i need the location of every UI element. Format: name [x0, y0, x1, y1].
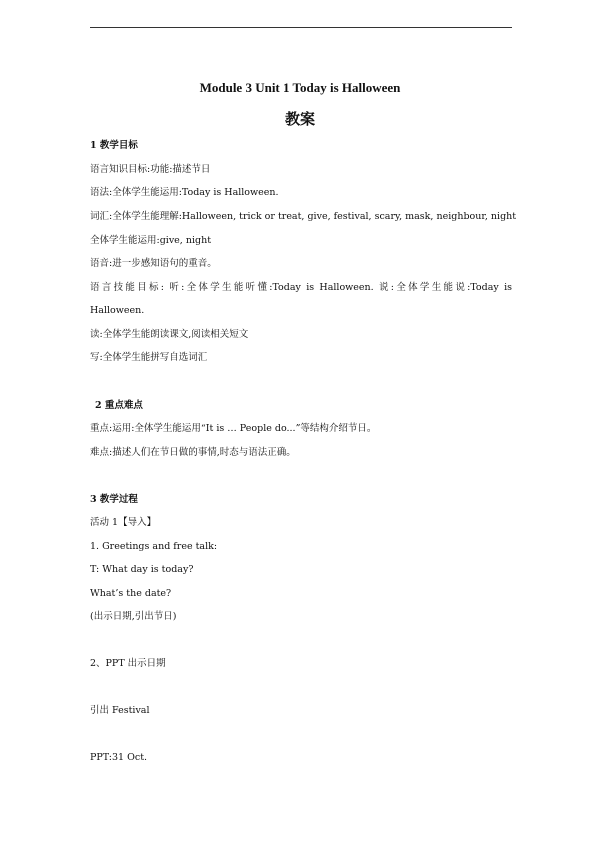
paragraph-line: 词汇:全体学生能理解:Halloween, trick or treat, give, festival, scary, mask, neighbour, night — [90, 211, 517, 222]
paragraph-line: 引出 Festival — [90, 705, 150, 716]
section-heading-key-points: 2 重点难点 — [95, 400, 143, 411]
document-title: Module 3 Unit 1 Today is Halloween — [199, 80, 401, 95]
paragraph-line: 语言知识目标:功能:描述节日 — [90, 164, 211, 175]
paragraph-line: PPT:31 Oct. — [90, 752, 148, 763]
paragraph-line: 读:全体学生能朗读课文,阅读相关短文 — [90, 329, 249, 340]
paragraph-line: 语音:进一步感知语句的重音。 — [90, 258, 217, 269]
paragraph-line: 活动 1【导入】 — [90, 517, 157, 528]
paragraph-line: 难点:描述人们在节日做的事情,时态与语法正确。 — [90, 447, 296, 458]
paragraph-line: Halloween. — [90, 305, 145, 316]
section-heading-process: 3 教学过程 — [90, 494, 138, 505]
paragraph-line: 全体学生能运用:give, night — [90, 235, 212, 246]
paragraph-line: 语法:全体学生能运用:Today is Halloween. — [90, 187, 279, 198]
document-subtitle: 教案 — [284, 110, 315, 128]
paragraph-line: 2、PPT 出示日期 — [90, 658, 166, 669]
paragraph-line: 1. Greetings and free talk: — [90, 541, 218, 552]
paragraph-line: (出示日期,引出节日) — [90, 611, 177, 622]
paragraph-line: 语言技能目标: 听:全体学生能听懂:Today is Halloween. 说:全体学生能说:Today is — [90, 282, 512, 293]
header-rule — [90, 27, 512, 28]
paragraph-line: T: What day is today? — [90, 564, 194, 575]
section-heading-objectives: 1 教学目标 — [90, 140, 138, 151]
paragraph-line: 重点:运用:全体学生能运用“It is … People do...”等结构介绍节日。 — [90, 423, 377, 434]
paragraph-line: What’s the date? — [90, 588, 172, 599]
paragraph-line: 写:全体学生能拼写自选词汇 — [90, 352, 208, 363]
